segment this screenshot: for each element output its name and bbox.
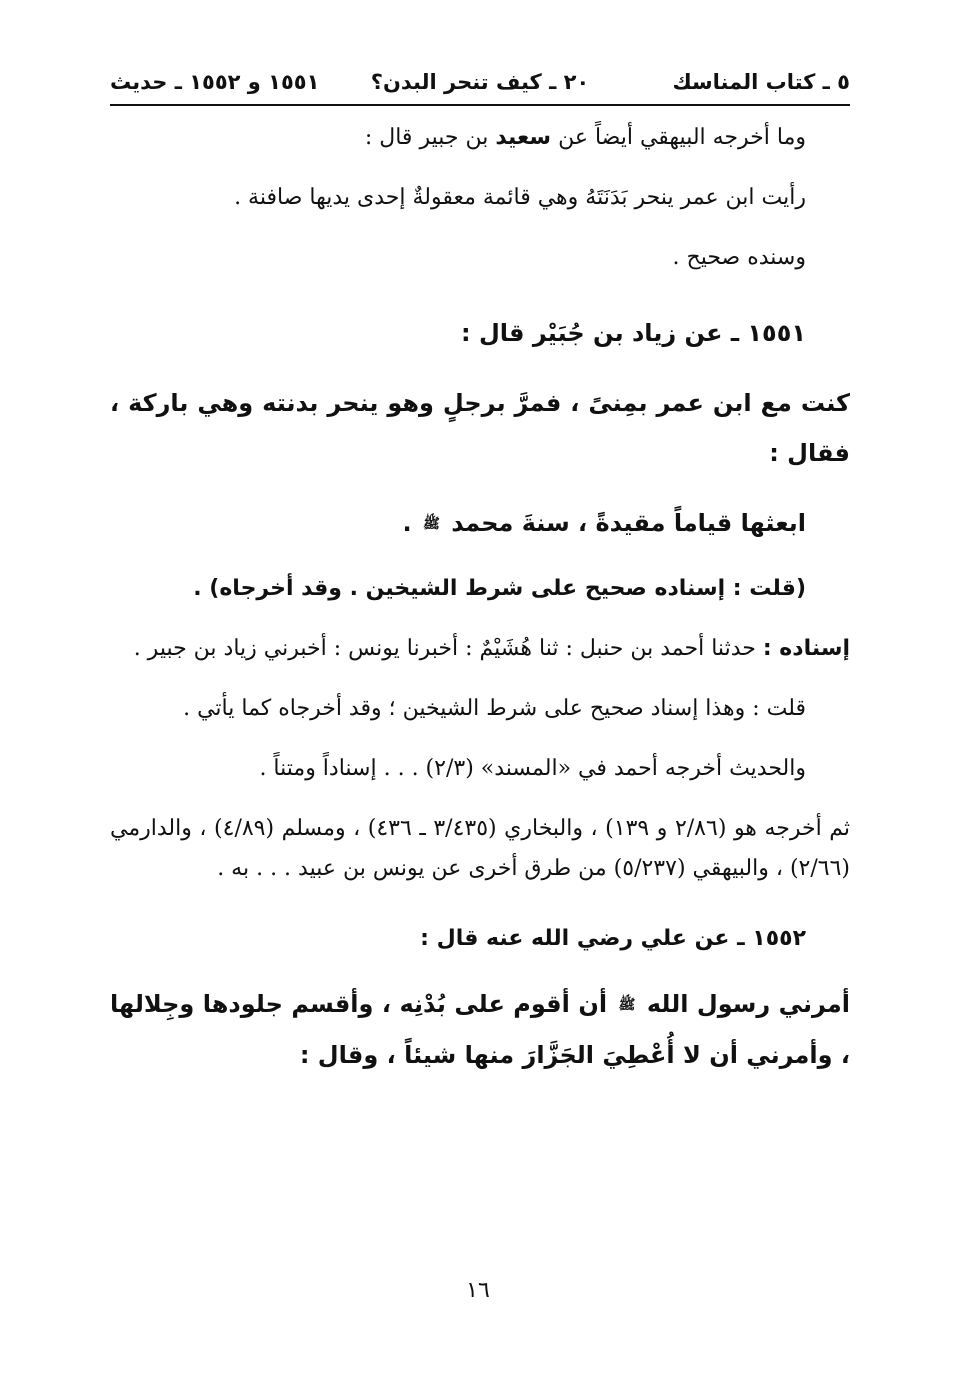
- hadith-1551-isnad: [110, 629, 850, 669]
- salawat-icon: ﷺ: [422, 516, 440, 532]
- page-number: ١٦: [466, 1278, 490, 1303]
- intro-line-1: [110, 118, 850, 158]
- page-header: [110, 64, 850, 106]
- hadith-1551-quote-text: ابعثها قياماً مقيدةً ، سنةَ محمد: [451, 509, 806, 537]
- hadith-1551-grading-note: (قلت : إسناده صحيح على شرط الشيخين . وقد أخرجاه) .: [193, 576, 806, 601]
- intro-line-1-pre: وما أخرجه البيهقي أيضاً عن: [551, 125, 806, 150]
- intro-line-1-bold: سعيد: [495, 125, 552, 150]
- hadith-1551-quote: [110, 498, 850, 549]
- hadith-1552-heading: ١٥٥٢ ـ عن علي رضي الله عنه قال :: [420, 926, 806, 951]
- isnad-label: إسناده :: [762, 636, 850, 661]
- intro-line-1-post: بن جبير قال :: [364, 125, 496, 150]
- hadith-1551-takhrij: ثم أخرجه هو (٢/٨٦ و ١٣٩) ، والبخاري (٣/٤٣٥ ـ ٤٣٦) ، ومسلم (٤/٨٩) ، والدارمي (٢/٦٦) ، والبيهقي (٥/٢٣٧) من طرق أخرى عن يونس بن عبيد . . . به .: [110, 816, 850, 881]
- hadith-1551-text: كنت مع ابن عمر بمِنىً ، فمرَّ برجلٍ وهو ينحر بدنته وهي باركة ، فقال :: [110, 389, 850, 467]
- header-chapter-title: ٢٠ ـ كيف تنحر البدن؟: [370, 70, 590, 94]
- hadith-1551-heading: ١٥٥١ ـ عن زياد بن جُبَيْر قال :: [460, 319, 806, 347]
- header-book-title: ٥ ـ كتاب المناسك: [672, 70, 850, 94]
- isnad-text: حدثنا أحمد بن حنبل : ثنا هُشَيْمٌ : أخبرنا يونس : أخبرني زياد بن جبير .: [133, 636, 763, 661]
- intro-line-2: رأيت ابن عمر ينحر بَدَنَتَهُ وهي قائمة معقولةٌ إحدى يديها صافنة .: [234, 185, 806, 210]
- hadith-1551-comment-2: والحديث أخرجه أحمد في «المسند» (٢/٣) . . . إسناداً ومتناً .: [259, 756, 806, 781]
- hadith-1551-comment-1: قلت : وهذا إسناد صحيح على شرط الشيخين ؛ وقد أخرجاه كما يأتي .: [183, 696, 806, 721]
- hadith-1552-text: [110, 979, 850, 1080]
- salawat-icon: ﷺ: [618, 997, 636, 1013]
- hadith-1552-text-post: أن أقوم على بُدْنِه ، وأقسم جلودها وجِلالها ، وأمرني أن لا أُعْطِيَ الجَزَّارَ منها شيئاً ، وقال :: [110, 990, 850, 1069]
- page-body: [110, 118, 850, 1080]
- header-hadith-range: ١٥٥١ و ١٥٥٢ ـ حديث: [110, 70, 320, 94]
- hadith-1552-text-pre: أمرني رسول الله: [638, 990, 850, 1018]
- intro-line-3: وسنده صحيح .: [672, 245, 806, 270]
- hadith-1551-quote-end: .: [402, 509, 420, 537]
